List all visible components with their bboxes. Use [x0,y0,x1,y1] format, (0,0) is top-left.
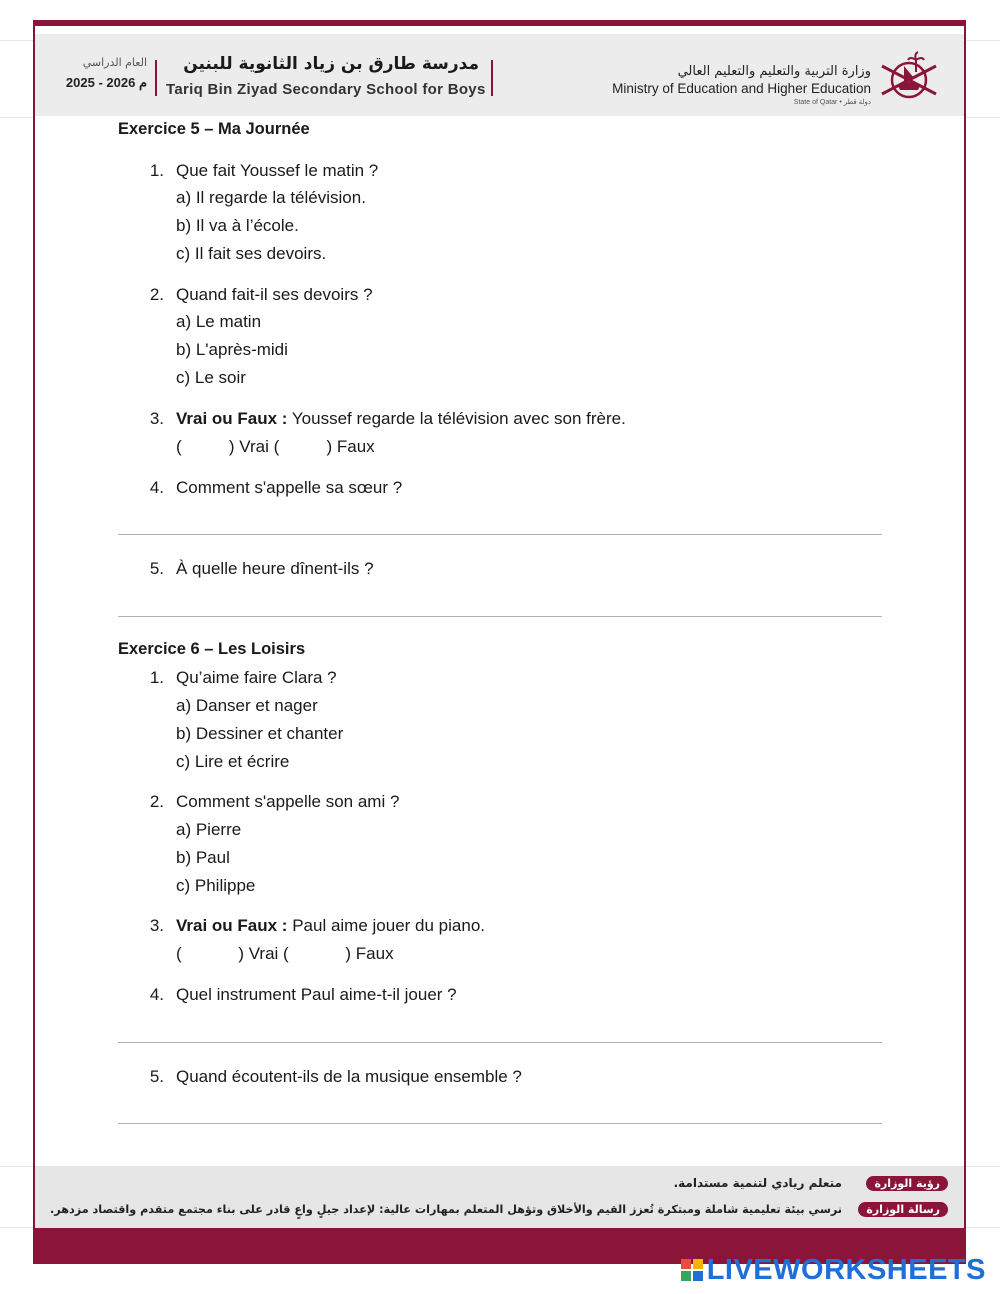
option-a[interactable]: a) Il regarde la télévision. [176,188,366,207]
page-footer [35,1166,964,1228]
ministry-state: State of Qatar • دولة قطر [793,99,871,106]
question-text: À quelle heure dînent-ils ? [176,559,374,578]
mission-text: نرسي بيئة تعليمية شاملة ومبتكرة تُعزز القيم والأخلاق وتؤهل المتعلم بمهارات عالية: لإعداد جيلٍ واعٍ قادر على بناء مجتمع متقدم واقتصاد مزدهر. [50,1203,842,1216]
statement-text: Paul aime jouer du piano. [287,916,486,935]
mission-label: رسالة الوزارة [858,1202,948,1217]
answer-line[interactable] [118,1123,882,1124]
option-a[interactable]: a) Danser et nager [176,696,318,715]
question-number: 4. [149,985,164,1004]
question-text [176,916,485,936]
ministry-name-ar: وزارة التربية والتعليم والتعليم العالي [677,64,871,79]
qatar-emblem-icon [874,42,944,112]
academic-year-label: العام الدراسي [82,56,147,69]
academic-year-value: 2025 - 2026 م [65,75,147,90]
school-name-en: Tariq Bin Ziyad Secondary School for Boys [166,81,486,98]
answer-line[interactable] [118,1042,882,1043]
question-text: Qu’aime faire Clara ? [176,668,337,687]
true-false-choices[interactable]: ( ) Vrai ( ) Faux [176,944,394,963]
question-number: 5. [149,1067,164,1086]
question-text: Comment s'appelle sa sœur ? [176,478,403,497]
option-c[interactable]: c) Il fait ses devoirs. [176,244,327,263]
question-number: 3. [149,916,164,935]
divider [155,60,157,96]
liveworksheets-logo-icon [681,1259,703,1281]
exercise-5-title: Exercice 5 – Ma Journée [118,120,310,138]
liveworksheets-text: LIVEWORKSHEETS [706,1253,986,1286]
option-b[interactable]: b) Il va à l’école. [176,216,299,235]
school-name-ar: مدرسة طارق بن زياد الثانوية للبنين [183,54,479,74]
question-text: Quand fait-il ses devoirs ? [176,285,373,304]
question-text: Quel instrument Paul aime-t-il jouer ? [176,985,457,1004]
question-number: 2. [149,792,164,811]
option-a[interactable]: a) Pierre [176,820,242,839]
option-a[interactable]: a) Le matin [176,312,262,331]
question-number: 1. [149,161,164,180]
option-c[interactable]: c) Le soir [176,368,246,387]
page-header [35,34,964,116]
exercise-6-title: Exercice 6 – Les Loisirs [118,640,306,658]
question-number: 2. [149,285,164,304]
question-text: Quand écoutent-ils de la musique ensemble ? [176,1067,522,1086]
question-text: Comment s'appelle son ami ? [176,792,400,811]
statement-text: Youssef regarde la télévision avec son frère. [287,409,626,428]
question-number: 3. [149,409,164,428]
answer-line[interactable] [118,534,882,535]
option-b[interactable]: b) L'après-midi [176,340,288,359]
question-number: 4. [149,478,164,497]
true-false-choices[interactable]: ( ) Vrai ( ) Faux [176,437,375,456]
option-b[interactable]: b) Dessiner et chanter [176,724,344,743]
option-c[interactable]: c) Philippe [176,876,256,895]
true-false-label: Vrai ou Faux : [176,409,288,428]
question-number: 1. [149,668,164,687]
vision-label: رؤية الوزارة [866,1176,948,1191]
liveworksheets-brand [681,1253,986,1287]
ministry-name-en: Ministry of Education and Higher Education [612,81,871,96]
answer-line[interactable] [118,616,882,617]
vision-text: متعلم ريادي لتنمية مستدامة. [673,1176,842,1190]
question-text [176,409,626,429]
academic-year [57,56,147,91]
true-false-label: Vrai ou Faux : [176,916,288,935]
divider [491,60,493,96]
question-number: 5. [149,559,164,578]
option-c[interactable]: c) Lire et écrire [176,752,290,771]
question-text: Que fait Youssef le matin ? [176,161,379,180]
option-b[interactable]: b) Paul [176,848,230,867]
